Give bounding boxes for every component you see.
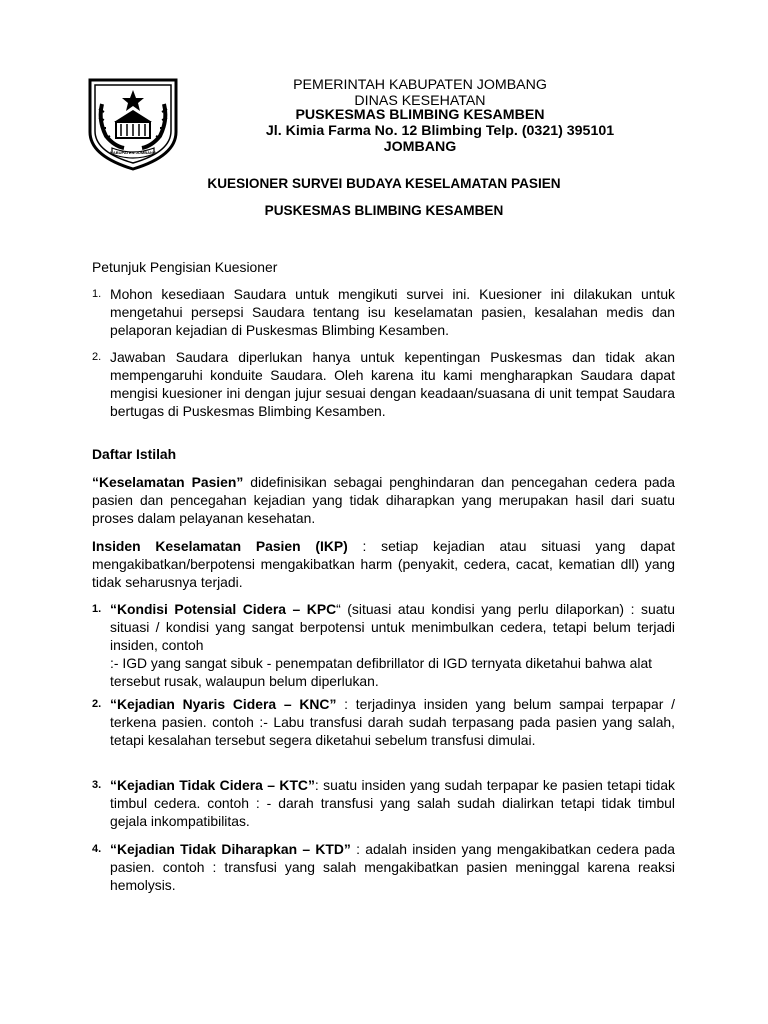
- glossary-heading-text: Daftar Istilah: [92, 446, 177, 462]
- definition-ikp: [92, 538, 675, 592]
- definition-term: “Keselamatan Pasien”: [92, 474, 244, 490]
- letterhead-line1: PEMERINTAH KABUPATEN JOMBANG: [293, 77, 547, 93]
- document-title: KUESIONER SURVEI BUDAYA KESELAMATAN PASIEN: [207, 176, 561, 191]
- definition-keselamatan-pasien: [92, 474, 675, 528]
- definition-term: Insiden Keselamatan Pasien (IKP): [92, 538, 348, 554]
- definition-text: : setiap kejadian atau situasi yang dapat mengakibatkan/berpotensi mengakibatkan harm (penyakit, cedera, cacat, kematian dll) yang tidak seharusnya terjadi.: [92, 538, 675, 590]
- glossary-text: : terjadinya insiden yang belum sampai terpapar / terkena pasien. contoh :- Labu transfusi darah sudah terpasang pada pasien yang salah, tetapi kesalahan tersebut segera diketahui sebelum transfusi dimulai.: [110, 696, 676, 748]
- instruction-item: [92, 286, 675, 340]
- glossary-item-ktc: [92, 777, 675, 831]
- letterhead-city: JOMBANG: [383, 139, 457, 155]
- glossary-term: “Kejadian Tidak Diharapkan – KTD”: [110, 841, 351, 857]
- list-number: 1.: [92, 288, 102, 300]
- glossary-term: “Kejadian Tidak Cidera – KTC”: [110, 777, 315, 793]
- glossary-item-kpc: [92, 601, 675, 691]
- document-subtitle: PUSKESMAS BLIMBING KESAMBEN: [264, 203, 504, 218]
- letterhead-address: Jl. Kimia Farma No. 12 Blimbing Telp. (0321) 395101: [265, 123, 615, 139]
- seal-text: KABUPATEN JOMBANG: [109, 150, 157, 155]
- letterhead-line2: DINAS KESEHATAN: [354, 93, 486, 109]
- glossary-item-ktd: [92, 841, 676, 895]
- glossary-heading: [92, 446, 675, 464]
- instructions-heading: Petunjuk Pengisian Kuesioner: [92, 259, 278, 275]
- list-number: 3.: [92, 779, 102, 791]
- glossary-text: “ (situasi atau kondisi yang perlu dilaporkan) : suatu situasi / kondisi yang sangat berpotensi untuk menimbulkan cedera, tetapi belum terjadi insiden, contoh: [110, 601, 675, 653]
- definition-text: didefinisikan sebagai penghindaran dan pencegahan cedera pada pasien dan pencegahan kejadian yang tidak diharapkan yang merupakan hasil dari suatu proses dalam pelayanan kesehatan.: [92, 474, 675, 526]
- list-number: 4.: [92, 843, 102, 855]
- instruction-text: Mohon kesediaan Saudara untuk mengikuti survei ini. Kuesioner ini dilakukan untuk mengetahui persepsi Saudara tentang isu keselamatan pasien, kesalahan medis dan pelaporan kejadian di Puskesmas Blimbing Kesamben.: [110, 286, 675, 338]
- letterhead-line3: PUSKESMAS BLIMBING KESAMBEN: [295, 107, 545, 123]
- list-number: 2.: [92, 351, 102, 363]
- instruction-item: [92, 349, 675, 421]
- glossary-text: : adalah insiden yang mengakibatkan cedera pada pasien. contoh : transfusi yang salah mengakibatkan pasien meninggal karena reaksi hemolysis.: [110, 841, 676, 893]
- glossary-item-knc: [92, 696, 676, 750]
- glossary-term: “Kondisi Potensial Cidera – KPC: [110, 601, 337, 617]
- list-number: 1.: [92, 603, 102, 615]
- glossary-term: “Kejadian Nyaris Cidera – KNC”: [110, 696, 337, 712]
- list-number: 2.: [92, 698, 102, 710]
- glossary-example: :- IGD yang sangat sibuk - penempatan defibrillator di IGD ternyata diketahui bahwa alat tersebut rusak, walaupun belum diperlukan.: [110, 654, 653, 689]
- glossary-text: : suatu insiden yang sudah terpapar ke pasien tetapi tidak timbul cedera. contoh : - darah transfusi yang salah sudah dialirkan tetapi tidak timbul gejala inkompatibilitas.: [110, 777, 675, 829]
- instruction-text: Jawaban Saudara diperlukan hanya untuk kepentingan Puskesmas dan tidak akan mempengaruhi konduite Saudara. Oleh karena itu kami mengharapkan Saudara dapat mengisi kuesioner ini dengan jujur sesuai dengan keadaan/suasana di unit tempat Saudara bertugas di Puskesmas Blimbing Kesamben.: [110, 349, 675, 419]
- jombang-seal-icon: [84, 76, 182, 172]
